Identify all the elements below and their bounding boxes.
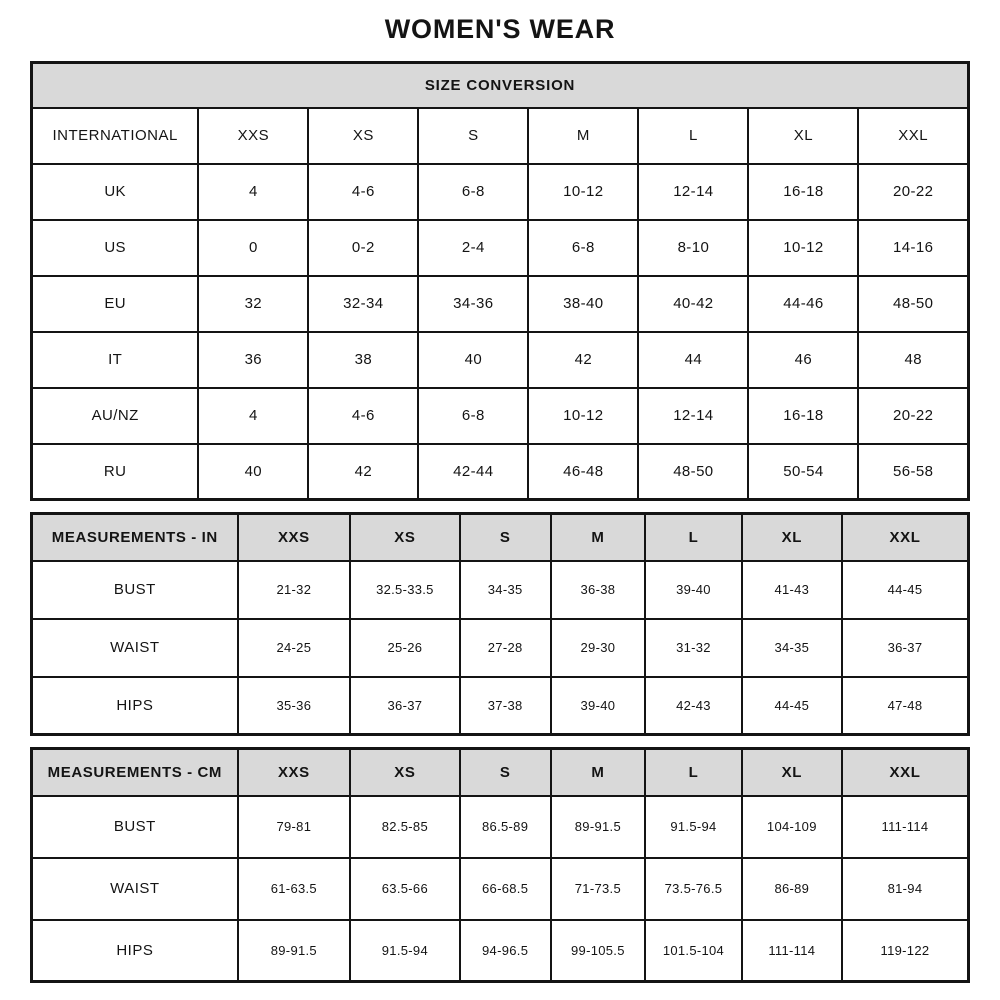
cell-value: 25-26 xyxy=(350,619,460,677)
cell-value: 14-16 xyxy=(858,220,968,276)
cell-value: 79-81 xyxy=(238,796,350,858)
row-label: HIPS xyxy=(32,677,238,735)
cell-value: 94-96.5 xyxy=(460,920,551,982)
table-banner: SIZE CONVERSION xyxy=(32,63,969,108)
row-label: IT xyxy=(32,332,199,388)
cell-value: 6-8 xyxy=(418,388,528,444)
cell-value: 39-40 xyxy=(551,677,646,735)
cell-value: 34-35 xyxy=(742,619,842,677)
measurements-in-head xyxy=(32,514,969,561)
cell-value: 31-32 xyxy=(645,619,742,677)
cell-value: 119-122 xyxy=(842,920,969,982)
cell-value: 40 xyxy=(198,444,308,500)
cell-value: 48-50 xyxy=(638,444,748,500)
cell-value: 37-38 xyxy=(460,677,551,735)
table-row xyxy=(32,164,969,220)
cell-value: 16-18 xyxy=(748,388,858,444)
cell-value: 6-8 xyxy=(528,220,638,276)
table-row xyxy=(32,920,969,982)
column-header: S xyxy=(460,749,551,796)
measurements-cm-body xyxy=(32,796,969,982)
cell-value: 38-40 xyxy=(528,276,638,332)
cell-value: 36 xyxy=(198,332,308,388)
cell-value: 89-91.5 xyxy=(238,920,350,982)
cell-value: 2-4 xyxy=(418,220,528,276)
cell-value: 50-54 xyxy=(748,444,858,500)
cell-value: 40 xyxy=(418,332,528,388)
cell-value: 38 xyxy=(308,332,418,388)
cell-value: 42-44 xyxy=(418,444,528,500)
column-header: XS xyxy=(350,749,460,796)
table-row xyxy=(32,276,969,332)
cell-value: 36-38 xyxy=(551,561,646,619)
cell-value: 36-37 xyxy=(842,619,969,677)
cell-value: 32 xyxy=(198,276,308,332)
column-header: XL xyxy=(748,108,858,164)
row-label: US xyxy=(32,220,199,276)
column-header: XL xyxy=(742,749,842,796)
column-header: XXL xyxy=(842,514,969,561)
row-label: EU xyxy=(32,276,199,332)
column-header-row xyxy=(32,108,969,164)
measurements-in-body xyxy=(32,561,969,735)
cell-value: 86.5-89 xyxy=(460,796,551,858)
cell-value: 39-40 xyxy=(645,561,742,619)
row-label: HIPS xyxy=(32,920,238,982)
column-header: XS xyxy=(350,514,460,561)
cell-value: 42-43 xyxy=(645,677,742,735)
page-title: WOMEN'S WEAR xyxy=(384,14,616,44)
column-header: XXL xyxy=(858,108,968,164)
cell-value: 20-22 xyxy=(858,164,968,220)
cell-value: 71-73.5 xyxy=(551,858,646,920)
cell-value: 10-12 xyxy=(528,388,638,444)
cell-value: 24-25 xyxy=(238,619,350,677)
table-row xyxy=(32,561,969,619)
column-header-row xyxy=(32,514,969,561)
cell-value: 48-50 xyxy=(858,276,968,332)
size-conversion-body xyxy=(32,164,969,500)
cell-value: 66-68.5 xyxy=(460,858,551,920)
table-row xyxy=(32,858,969,920)
table-row xyxy=(32,677,969,735)
cell-value: 4-6 xyxy=(308,164,418,220)
column-header: S xyxy=(460,514,551,561)
row-label: AU/NZ xyxy=(32,388,199,444)
column-header: M xyxy=(528,108,638,164)
size-conversion-table xyxy=(30,61,970,501)
cell-value: 6-8 xyxy=(418,164,528,220)
column-header: XXL xyxy=(842,749,969,796)
cell-value: 44-45 xyxy=(742,677,842,735)
cell-value: 40-42 xyxy=(638,276,748,332)
cell-value: 111-114 xyxy=(742,920,842,982)
cell-value: 91.5-94 xyxy=(645,796,742,858)
measurements-cm-table xyxy=(30,747,970,983)
table-row xyxy=(32,796,969,858)
cell-value: 10-12 xyxy=(748,220,858,276)
cell-value: 0 xyxy=(198,220,308,276)
cell-value: 4 xyxy=(198,164,308,220)
cell-value: 41-43 xyxy=(742,561,842,619)
cell-value: 29-30 xyxy=(551,619,646,677)
cell-value: 46 xyxy=(748,332,858,388)
cell-value: 61-63.5 xyxy=(238,858,350,920)
cell-value: 16-18 xyxy=(748,164,858,220)
cell-value: 34-35 xyxy=(460,561,551,619)
row-label: RU xyxy=(32,444,199,500)
cell-value: 46-48 xyxy=(528,444,638,500)
cell-value: 12-14 xyxy=(638,164,748,220)
cell-value: 34-36 xyxy=(418,276,528,332)
table-row xyxy=(32,332,969,388)
table-row xyxy=(32,220,969,276)
table-row xyxy=(32,444,969,500)
cell-value: 81-94 xyxy=(842,858,969,920)
column-header: L xyxy=(645,749,742,796)
cell-value: 42 xyxy=(308,444,418,500)
cell-value: 101.5-104 xyxy=(645,920,742,982)
column-header: XL xyxy=(742,514,842,561)
cell-value: 89-91.5 xyxy=(551,796,646,858)
cell-value: 4 xyxy=(198,388,308,444)
column-header: MEASUREMENTS - IN xyxy=(32,514,238,561)
cell-value: 44-46 xyxy=(748,276,858,332)
cell-value: 91.5-94 xyxy=(350,920,460,982)
cell-value: 44-45 xyxy=(842,561,969,619)
cell-value: 8-10 xyxy=(638,220,748,276)
row-label: BUST xyxy=(32,796,238,858)
cell-value: 12-14 xyxy=(638,388,748,444)
cell-value: 4-6 xyxy=(308,388,418,444)
column-header: MEASUREMENTS - CM xyxy=(32,749,238,796)
table-row xyxy=(32,388,969,444)
row-label: WAIST xyxy=(32,619,238,677)
cell-value: 104-109 xyxy=(742,796,842,858)
cell-value: 36-37 xyxy=(350,677,460,735)
column-header: INTERNATIONAL xyxy=(32,108,199,164)
size-conversion-head xyxy=(32,63,969,164)
cell-value: 42 xyxy=(528,332,638,388)
cell-value: 99-105.5 xyxy=(551,920,646,982)
cell-value: 10-12 xyxy=(528,164,638,220)
cell-value: 73.5-76.5 xyxy=(645,858,742,920)
cell-value: 32.5-33.5 xyxy=(350,561,460,619)
cell-value: 48 xyxy=(858,332,968,388)
cell-value: 86-89 xyxy=(742,858,842,920)
measurements-cm-head xyxy=(32,749,969,796)
cell-value: 0-2 xyxy=(308,220,418,276)
row-label: UK xyxy=(32,164,199,220)
cell-value: 20-22 xyxy=(858,388,968,444)
cell-value: 44 xyxy=(638,332,748,388)
column-header-row xyxy=(32,749,969,796)
cell-value: 111-114 xyxy=(842,796,969,858)
column-header: L xyxy=(645,514,742,561)
table-row xyxy=(32,619,969,677)
column-header: M xyxy=(551,514,646,561)
column-header: M xyxy=(551,749,646,796)
row-label: WAIST xyxy=(32,858,238,920)
column-header: XXS xyxy=(238,514,350,561)
cell-value: 32-34 xyxy=(308,276,418,332)
cell-value: 21-32 xyxy=(238,561,350,619)
column-header: XXS xyxy=(238,749,350,796)
column-header: L xyxy=(638,108,748,164)
column-header: XXS xyxy=(198,108,308,164)
cell-value: 35-36 xyxy=(238,677,350,735)
cell-value: 56-58 xyxy=(858,444,968,500)
row-label: BUST xyxy=(32,561,238,619)
cell-value: 82.5-85 xyxy=(350,796,460,858)
cell-value: 47-48 xyxy=(842,677,969,735)
column-header: XS xyxy=(308,108,418,164)
cell-value: 63.5-66 xyxy=(350,858,460,920)
measurements-in-table xyxy=(30,512,970,736)
column-header: S xyxy=(418,108,528,164)
cell-value: 27-28 xyxy=(460,619,551,677)
